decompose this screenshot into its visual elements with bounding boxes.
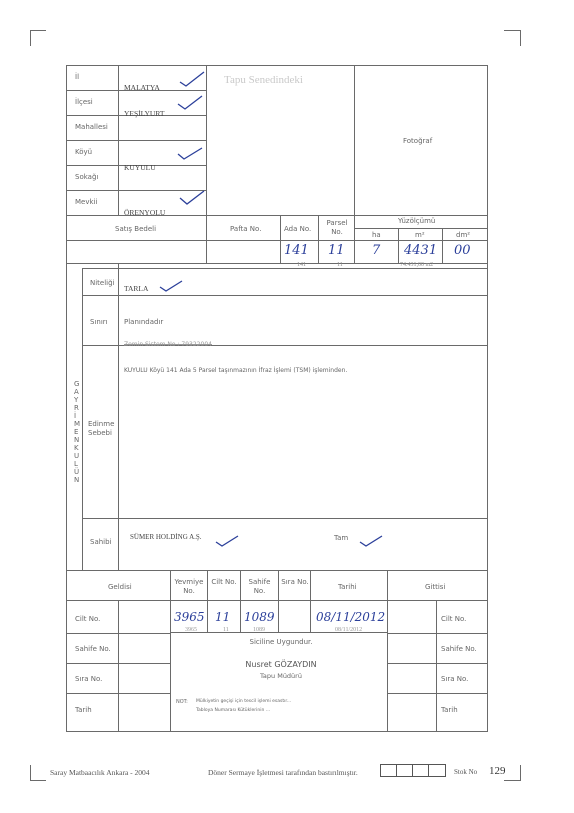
ilce-label: İlçesi <box>75 98 93 106</box>
m2-label: m² <box>415 231 425 239</box>
photo-label: Fotoğraf <box>403 137 433 145</box>
tarihi-label: Tarihi <box>338 583 357 591</box>
hw-tarih: 08/11/2012 <box>316 610 386 624</box>
edinme-value: KUYULU Köyü 141 Ada 5 Parsel taşınmazının İfraz İşlemi (TSM) işleminden. <box>124 367 348 374</box>
right-row-sahife: Sahife No. <box>441 645 477 653</box>
typed-parsel: 11 <box>337 262 343 268</box>
hw-yevmiye: 3965 <box>174 610 205 624</box>
zemin-struck: Zemin Sistem No : 79322004 <box>124 341 212 348</box>
gayrimenkul-side-label: GAYRİMENKULÜN <box>74 380 82 484</box>
sicil-text: Siciline Uygundur. <box>249 638 313 646</box>
geldisi-label: Geldisi <box>108 583 132 591</box>
hw-m2: 4431 <box>404 243 438 258</box>
il-value: MALATYA <box>124 83 160 92</box>
niteligi-value: TARLA <box>124 284 149 293</box>
typed-area: 74.431,00 m2 <box>400 262 434 268</box>
right-row-tarih: Tarih <box>441 706 458 714</box>
typed-cilt: 11 <box>223 627 229 633</box>
il-label: İl <box>75 73 80 81</box>
check-mark-icon <box>158 279 184 293</box>
officer-title: Tapu Müdürü <box>260 672 302 680</box>
ada-no-label: Ada No. <box>284 225 312 233</box>
check-mark-icon <box>178 190 206 208</box>
typed-yevmiye: 3965 <box>185 627 197 633</box>
stok-no-label: Stok No <box>454 768 478 776</box>
left-row-cilt: Cilt No. <box>75 615 101 623</box>
right-row-cilt: Cilt No. <box>441 615 467 623</box>
edinme-label: Edinme Sebebi <box>88 420 115 437</box>
sahife-no-header: Sahife No. <box>248 578 271 595</box>
official-stamp <box>196 634 366 684</box>
typed-tarih: 08/11/2012 <box>335 627 363 633</box>
check-mark-icon <box>176 94 204 112</box>
check-mark-icon <box>178 70 206 88</box>
sahibi-value: SÜMER HOLDİNG A.Ş. <box>130 533 202 541</box>
typed-sahife: 1089 <box>253 627 265 633</box>
hw-sahife: 1089 <box>244 610 275 624</box>
not-text-2: Tabloya Numarası Kütüklerinin ... <box>196 708 271 713</box>
cilt-no-header: Cilt No. <box>211 578 237 586</box>
ghost-title: Tapu Senedindeki <box>224 74 303 86</box>
hw-dm2: 00 <box>454 243 471 258</box>
ilce-value: YEŞİLYURT <box>124 109 165 118</box>
pafta-no-label: Pafta No. <box>230 225 262 233</box>
tam-value: Tam <box>334 534 349 542</box>
yuzolcumu-label: Yüzölçümü <box>398 217 436 225</box>
officer-name: Nusret GÖZAYDIN <box>245 660 317 669</box>
mevkii-value: ÖRENYOLU <box>124 208 166 217</box>
sira-no-header: Sıra No. <box>281 578 309 586</box>
siniri-label: Sınırı <box>90 318 108 326</box>
hw-ada: 141 <box>284 243 309 258</box>
mevkii-label: Mevkii <box>75 198 98 206</box>
left-row-sahife: Sahife No. <box>75 645 111 653</box>
stok-no-value: 129 <box>489 765 506 777</box>
satis-bedeli-label: Satış Bedeli <box>115 225 157 233</box>
stock-number-boxes <box>380 764 446 777</box>
right-row-sira: Sıra No. <box>441 675 469 683</box>
check-mark-icon <box>358 534 384 548</box>
not-label: NOT: <box>176 699 188 705</box>
dm2-label: dm² <box>456 231 471 239</box>
koy-value: KUYULU <box>124 163 156 172</box>
hw-ha: 7 <box>372 243 381 258</box>
niteligi-label: Niteliği <box>90 279 115 287</box>
sokak-label: Sokağı <box>75 173 99 181</box>
hw-cilt: 11 <box>215 610 231 624</box>
check-mark-icon <box>214 534 240 548</box>
sahibi-label: Sahibi <box>90 538 112 546</box>
yevmiye-no-label: Yevmiye No. <box>174 578 204 595</box>
left-row-tarih: Tarih <box>75 706 92 714</box>
ha-label: ha <box>372 231 381 239</box>
siniri-value: Planındadır <box>124 318 164 326</box>
left-row-sira: Sıra No. <box>75 675 103 683</box>
footer-note: Döner Sermaye İşletmesi tarafından bastırılmıştır. <box>208 768 358 777</box>
parsel-no-label: Parsel No. <box>326 219 348 236</box>
typed-ada: 141 <box>297 262 306 268</box>
mahalle-label: Mahallesi <box>75 123 108 131</box>
not-text-1: Mülkiyetin geçişi için tescil işlemi esastır... <box>196 699 292 704</box>
check-mark-icon <box>176 146 204 162</box>
gittisi-label: Gittisi <box>425 583 446 591</box>
koy-label: Köyü <box>75 148 93 156</box>
hw-parsel: 11 <box>328 243 345 258</box>
footer-printer: Saray Matbaacılık Ankara - 2004 <box>50 768 150 777</box>
